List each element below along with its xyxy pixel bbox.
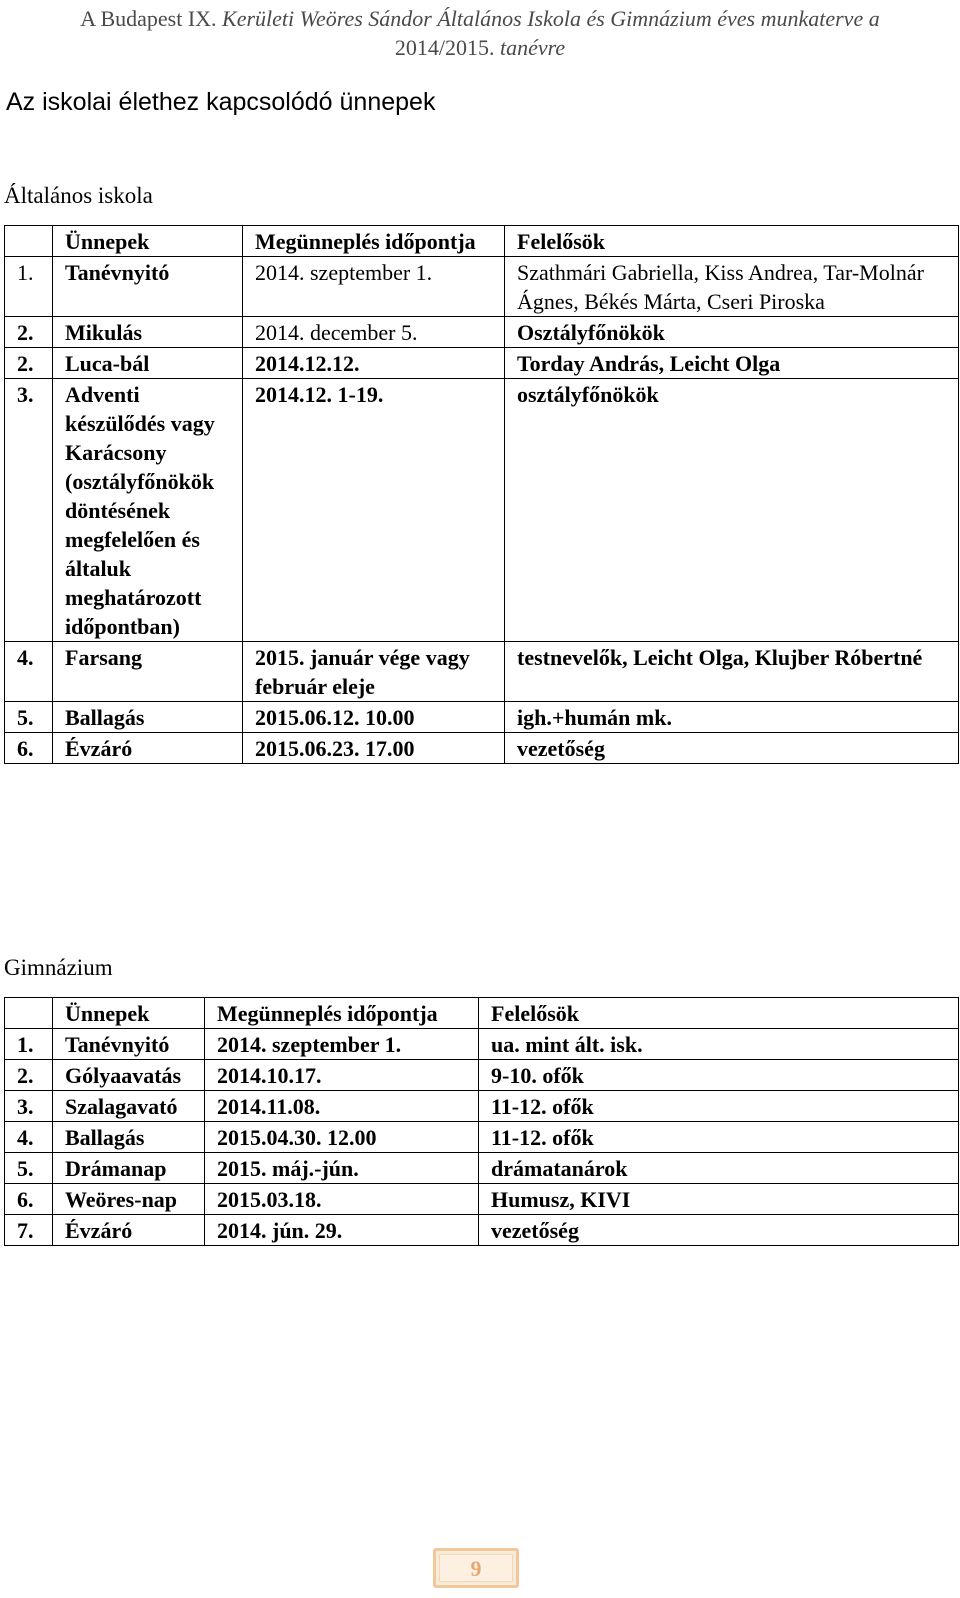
row-responsible: vezetőség <box>479 1215 959 1246</box>
table-row <box>5 1029 959 1060</box>
row-responsible: drámatanárok <box>479 1153 959 1184</box>
row-date: 2014. jún. 29. <box>205 1215 479 1246</box>
row-date: 2014. december 5. <box>243 317 505 348</box>
table-header-row <box>5 998 959 1029</box>
header-line-1: A Budapest IX. Kerületi Weöres Sándor Általános Iskola és Gimnázium éves munkaterve a <box>80 6 880 31</box>
table-row <box>5 1091 959 1122</box>
row-num: 2. <box>5 317 53 348</box>
row-date: 2015. január vége vagy február eleje <box>243 642 505 702</box>
row-date: 2014.12.12. <box>243 348 505 379</box>
row-event: Évzáró <box>53 733 243 764</box>
row-event: Drámanap <box>53 1153 205 1184</box>
row-event: Évzáró <box>53 1215 205 1246</box>
table-row <box>5 1184 959 1215</box>
header-cell-event: Ünnepek <box>53 226 243 257</box>
row-event: Farsang <box>53 642 243 702</box>
row-date: 2014.11.08. <box>205 1091 479 1122</box>
page-number: 9 <box>439 1554 513 1582</box>
row-event: Szalagavató <box>53 1091 205 1122</box>
row-date: 2015.03.18. <box>205 1184 479 1215</box>
row-event: Tanévnyitó <box>53 257 243 317</box>
row-responsible: vezetőség <box>505 733 959 764</box>
section-title-gimnazium: Gimnázium <box>4 955 113 980</box>
row-responsible: testnevelők, Leicht Olga, Klujber Róbertné <box>505 642 959 702</box>
row-responsible: 9-10. ofők <box>479 1060 959 1091</box>
row-event: Tanévnyitó <box>53 1029 205 1060</box>
page-number-badge <box>433 1548 519 1588</box>
table-row <box>5 379 959 642</box>
row-num: 4. <box>5 642 53 702</box>
row-responsible: Humusz, KIVI <box>479 1184 959 1215</box>
table-row <box>5 1153 959 1184</box>
row-responsible: Szathmári Gabriella, Kiss Andrea, Tar-Molnár Ágnes, Békés Márta, Cseri Piroska <box>505 257 959 317</box>
header-cell-event: Ünnepek <box>53 998 205 1029</box>
header-cell-responsible: Felelősök <box>479 998 959 1029</box>
row-num: 1. <box>5 257 53 317</box>
row-num: 2. <box>5 348 53 379</box>
table-row <box>5 1122 959 1153</box>
table-gimnazium <box>4 997 959 1246</box>
table-altalanos-iskola <box>4 225 959 764</box>
row-responsible: Torday András, Leicht Olga <box>505 348 959 379</box>
row-date: 2015. máj.-jún. <box>205 1153 479 1184</box>
row-num: 4. <box>5 1122 53 1153</box>
row-date: 2015.06.12. 10.00 <box>243 702 505 733</box>
header-cell-responsible: Felelősök <box>505 226 959 257</box>
row-event: Gólyaavatás <box>53 1060 205 1091</box>
row-responsible: Osztályfőnökök <box>505 317 959 348</box>
row-num: 6. <box>5 1184 53 1215</box>
table-row <box>5 1060 959 1091</box>
table-row <box>5 1215 959 1246</box>
row-responsible: 11-12. ofők <box>479 1122 959 1153</box>
row-num: 5. <box>5 1153 53 1184</box>
row-num: 3. <box>5 1091 53 1122</box>
page-title: Az iskolai élethez kapcsolódó ünnepek <box>6 88 436 116</box>
row-event: Ballagás <box>53 1122 205 1153</box>
header-cell-num <box>5 998 53 1029</box>
row-date: 2014. szeptember 1. <box>243 257 505 317</box>
table-row <box>5 257 959 317</box>
row-event: Luca-bál <box>53 348 243 379</box>
header-cell-date: Megünneplés időpontja <box>205 998 479 1029</box>
row-num: 6. <box>5 733 53 764</box>
row-date: 2015.04.30. 12.00 <box>205 1122 479 1153</box>
table-row <box>5 317 959 348</box>
table-row <box>5 348 959 379</box>
row-date: 2015.06.23. 17.00 <box>243 733 505 764</box>
row-date: 2014.10.17. <box>205 1060 479 1091</box>
table-row <box>5 702 959 733</box>
row-event: Mikulás <box>53 317 243 348</box>
row-date: 2014.12. 1-19. <box>243 379 505 642</box>
row-responsible: 11-12. ofők <box>479 1091 959 1122</box>
row-num: 7. <box>5 1215 53 1246</box>
table-header-row <box>5 226 959 257</box>
table-row <box>5 733 959 764</box>
row-responsible: osztályfőnökök <box>505 379 959 642</box>
header-line-2: 2014/2015. tanévre <box>394 35 566 60</box>
row-num: 5. <box>5 702 53 733</box>
row-responsible: igh.+humán mk. <box>505 702 959 733</box>
row-num: 3. <box>5 379 53 642</box>
header-cell-num <box>5 226 53 257</box>
section-title-altalanos-iskola: Általános iskola <box>4 183 153 208</box>
row-event: Ballagás <box>53 702 243 733</box>
running-header <box>0 4 960 62</box>
row-event: Weöres-nap <box>53 1184 205 1215</box>
row-date: 2014. szeptember 1. <box>205 1029 479 1060</box>
row-event: Adventi készülődés vagy Karácsony (osztályfőnökök döntésének megfelelően és általuk meghatározott időpontban) <box>53 379 243 642</box>
row-responsible: ua. mint ált. isk. <box>479 1029 959 1060</box>
header-cell-date: Megünneplés időpontja <box>243 226 505 257</box>
row-num: 2. <box>5 1060 53 1091</box>
table-row <box>5 642 959 702</box>
row-num: 1. <box>5 1029 53 1060</box>
